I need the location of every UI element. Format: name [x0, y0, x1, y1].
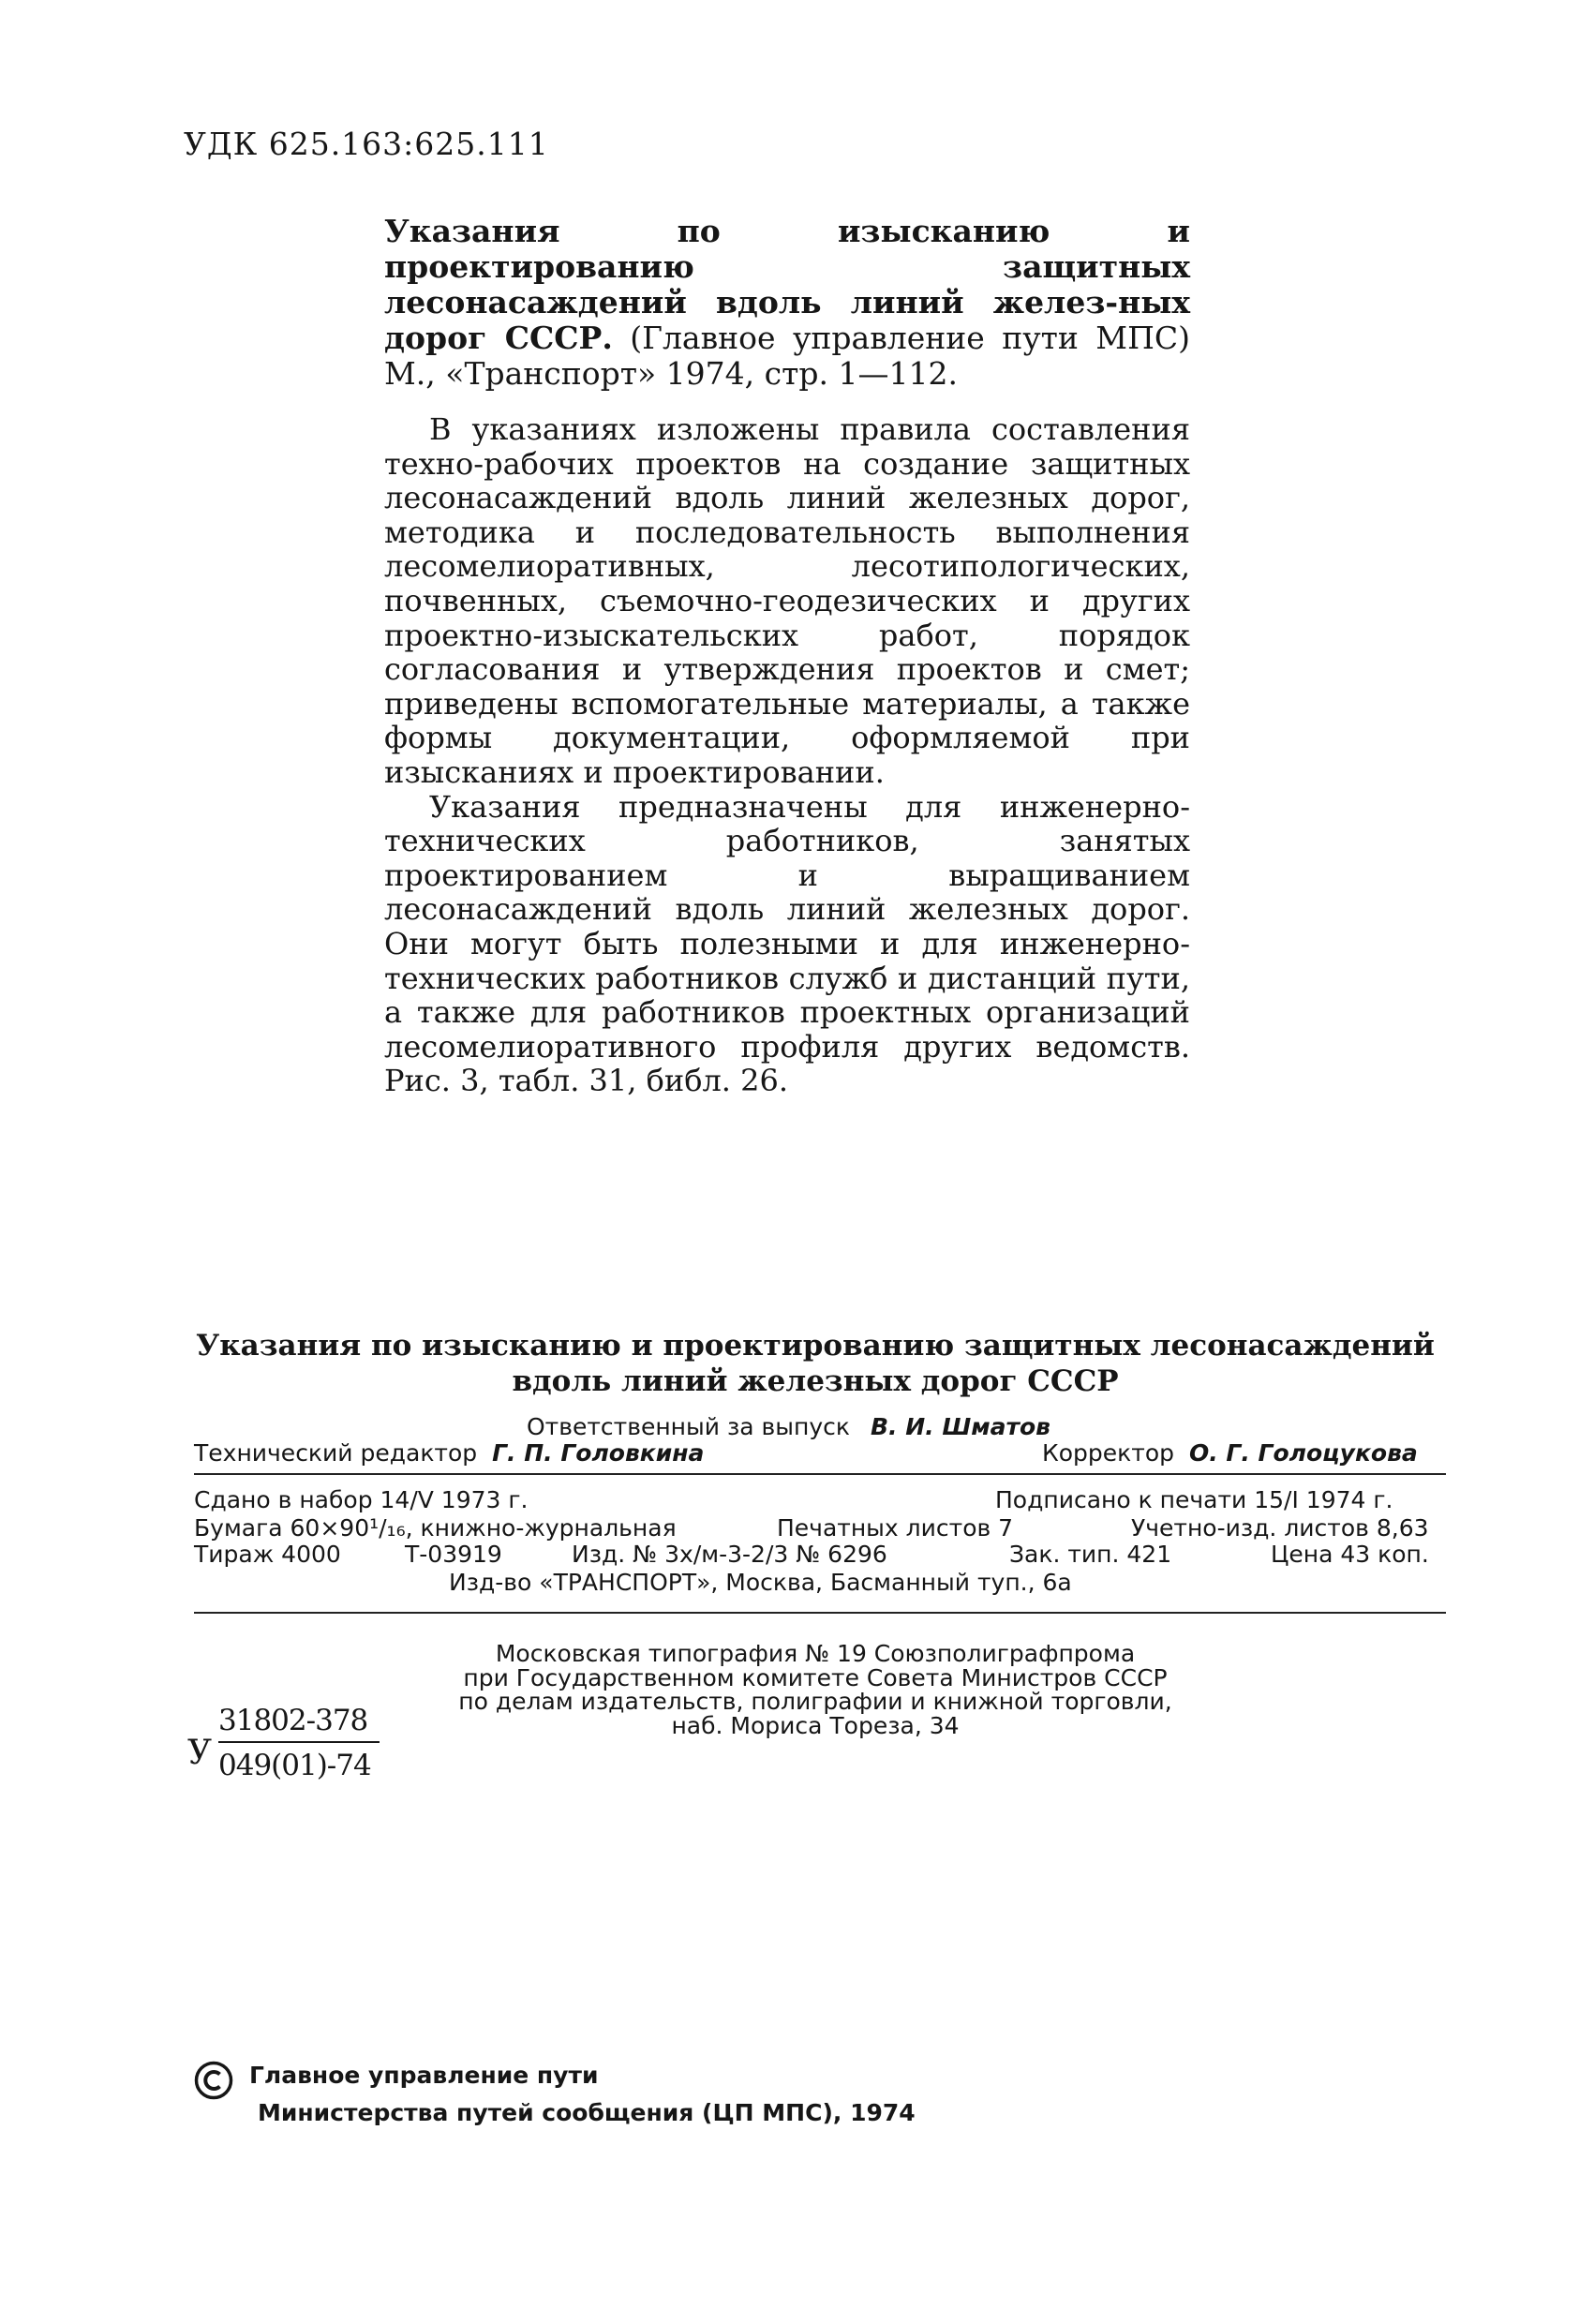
udk-code: УДК 625.163:625.111: [184, 126, 549, 162]
edition-sheets: Учетно-изд. листов 8,63: [1131, 1514, 1429, 1542]
responsible-label: Ответственный за выпуск: [527, 1413, 850, 1440]
printer-line-2: при Государственном комитете Совета Министров СССР: [463, 1663, 1168, 1691]
index-letter: У: [187, 1734, 213, 1772]
tech-editor-name: Г. П. Головкина: [492, 1439, 705, 1467]
copyright-icon: [194, 2061, 233, 2100]
corrector-label: Корректор: [1042, 1439, 1174, 1467]
print-run: Тираж 4000: [194, 1541, 341, 1568]
paper-format: Бумага 60×90¹/₁₆, книжно-журнальная: [194, 1514, 677, 1542]
order-number: Зак. тип. 421: [1009, 1541, 1172, 1568]
printer-line-3: по делам издательств, полиграфии и книжной торговли,: [458, 1688, 1172, 1715]
index-numerator: 31802-378: [218, 1704, 368, 1737]
publication-number: Изд. № 3х/м-3-2/3 № 6296: [572, 1541, 887, 1568]
abstract: [384, 412, 1190, 1098]
printer-line-4: наб. Мориса Тореза, 34: [671, 1711, 960, 1739]
printed-sheets: Печатных листов 7: [777, 1514, 1014, 1542]
colophon-title: [187, 1328, 1443, 1399]
divider-bottom: [194, 1612, 1446, 1614]
copyright-holder-line-2: Министерства путей сообщения (ЦП МПС), 1974: [258, 2099, 916, 2126]
bibliographic-details: (Главное управление пути МПС) М., «Транспорт» 1974, стр. 1—112.: [384, 320, 1190, 392]
copyright-holder-line-1: Главное управление пути: [249, 2062, 599, 2089]
publisher: Изд-во «ТРАНСПОРТ», Москва, Басманный туп., 6а: [449, 1569, 1072, 1596]
responsible-editor: [527, 1415, 1050, 1438]
responsible-name: В. И. Шматов: [870, 1413, 1050, 1440]
sent-to-set: Сдано в набор 14/V 1973 г.: [194, 1486, 529, 1513]
book-title: Указания по изысканию и проектированию защитных лесонасаждений вдоль линий желез-ных дорог СССР.: [384, 213, 1190, 356]
tech-editor: [194, 1441, 704, 1465]
printer-line-1: Московская типография № 19 Союзполиграфпрома: [495, 1640, 1136, 1667]
tech-editor-label: Технический редактор: [194, 1439, 478, 1467]
corrector-name: О. Г. Голоцукова: [1188, 1439, 1418, 1467]
colophon-title-line-2: вдоль линий железных дорог СССР: [512, 1364, 1119, 1398]
price: Цена 43 коп.: [1271, 1541, 1429, 1568]
divider-top: [194, 1473, 1446, 1475]
printer-info: [187, 1642, 1443, 1737]
abstract-paragraph-1: В указаниях изложены правила составления техно-рабочих проектов на создание защитных лесонасаждений вдоль линий железных дорог, методика и последовательность выполнения лесомелиоративных, лесотипологических, почвенных, съемочно-геодезических и других проектно-изыскательских работ, порядок согласования и утверждения проектов и смет; приведены вспомогательные материалы, а также формы документации, оформляемой при изысканиях и проектировании.: [384, 411, 1190, 790]
index-denominator: 049(01)-74: [218, 1749, 371, 1782]
corrector: [1042, 1441, 1418, 1465]
bibliographic-description: [384, 214, 1190, 392]
abstract-paragraph-2: Указания предназначены для инженерно-технических работников, занятых проектированием и выращиванием лесонасаждений вдоль линий железных дорог. Они могут быть полезными и для инженерно-технических работников служб и дистанций пути, а также для работников проектных организаций лесомелиоративного профиля других ведомств. Рис. 3, табл. 31, библ. 26.: [384, 788, 1190, 1099]
colophon-title-line-1: Указания по изысканию и проектированию защитных лесонасаждений: [196, 1329, 1435, 1363]
signed-to-print: Подписано к печати 15/I 1974 г.: [995, 1486, 1393, 1513]
code: Т-03919: [405, 1541, 502, 1568]
index-fraction-bar: [218, 1741, 380, 1743]
